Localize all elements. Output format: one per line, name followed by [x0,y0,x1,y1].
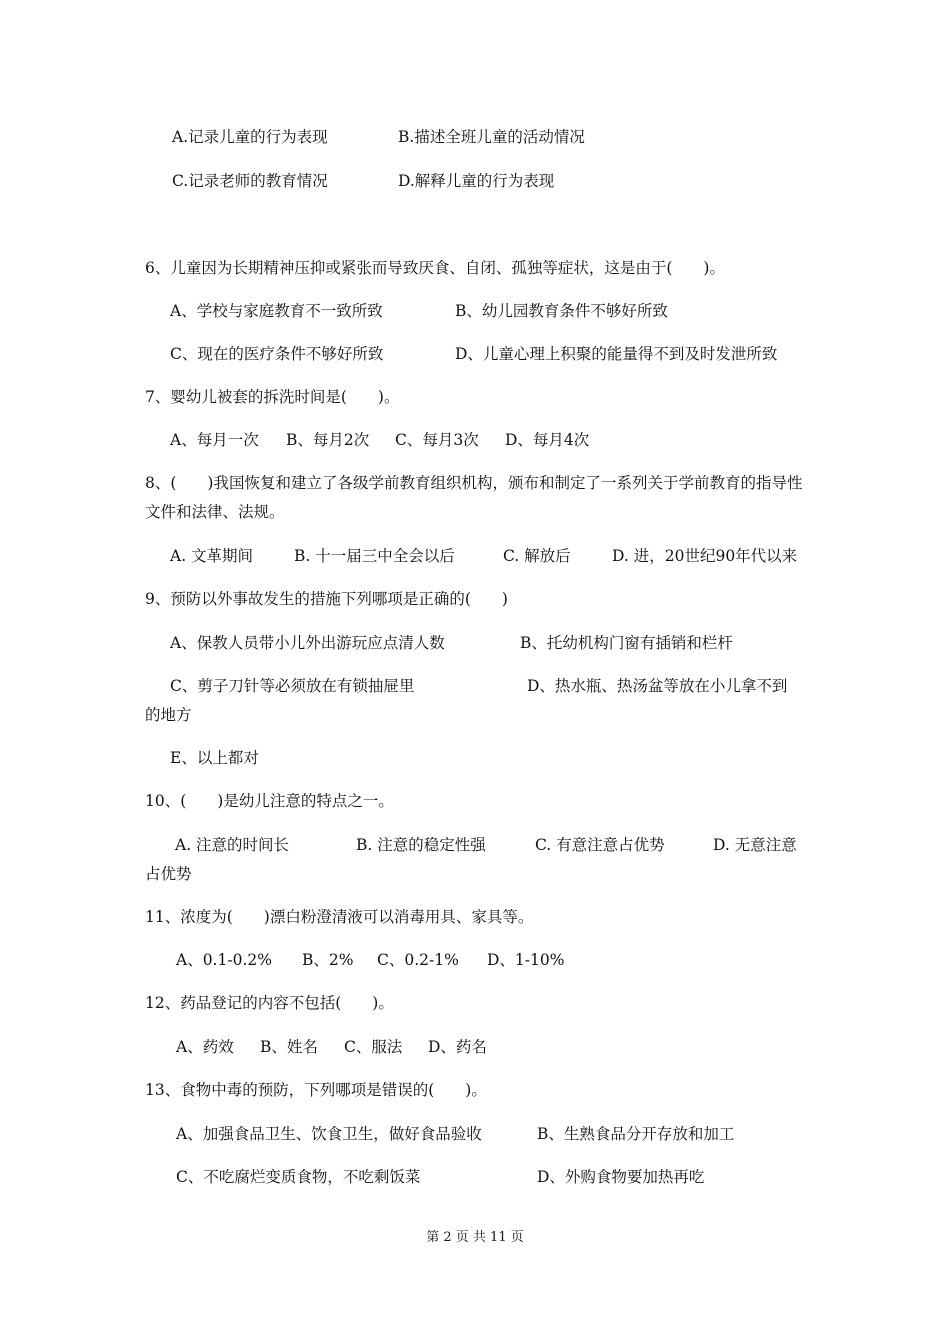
q8-option-d: D. 进，20世纪90年代以来 [612,547,798,565]
q7-option-b: B、每月2次 [286,431,370,449]
q5-option-b: B.描述全班儿童的活动情况 [398,128,585,146]
q6-option-a: A、学校与家庭教育不一致所致 [170,302,383,320]
q13-option-b: B、生熟食品分开存放和加工 [537,1125,735,1143]
q7-option-c: C、每月3次 [395,431,479,449]
q8-option-b: B. 十一届三中全会以后 [294,547,455,565]
q5-option-d: D.解释儿童的行为表现 [398,172,555,190]
q9-option-d-line2: 的地方 [145,706,192,724]
q9-option-e: E、以上都对 [170,749,259,767]
q7-stem: 7、婴幼儿被套的拆洗时间是( )。 [145,388,400,406]
q9-option-a: A、保教人员带小儿外出游玩应点清人数 [170,634,445,652]
q13-option-c: C、不吃腐烂变质食物，不吃剩饭菜 [176,1168,421,1186]
q8-option-c: C. 解放后 [503,547,571,565]
q9-option-b: B、托幼机构门窗有插销和栏杆 [520,634,733,652]
q10-stem: 10、( )是幼儿注意的特点之一。 [145,792,394,810]
q12-option-a: A、药效 [176,1038,234,1056]
q11-option-a: A、0.1-0.2% [176,951,272,969]
q11-option-c: C、0.2-1% [377,951,459,969]
q6-option-c: C、现在的医疗条件不够好所致 [170,345,384,363]
q10-option-a: A. 注意的时间长 [175,836,290,854]
q7-option-a: A、每月一次 [170,431,259,449]
q9-option-c: C、剪子刀针等必须放在有锁抽屉里 [170,677,415,695]
q10-option-c: C. 有意注意占优势 [535,836,665,854]
page-number: 第 2 页 共 11 页 [426,1230,524,1245]
q5-option-a: A.记录儿童的行为表现 [172,128,328,146]
q10-option-b: B. 注意的稳定性强 [356,836,486,854]
q11-stem: 11、浓度为( )漂白粉澄清液可以消毒用具、家具等。 [145,908,534,926]
q13-option-a: A、加强食品卫生、饮食卫生，做好食品验收 [176,1125,482,1143]
q10-option-d-line2: 占优势 [145,865,192,883]
q9-option-d-line1: D、热水瓶、热汤盆等放在小儿拿不到 [527,677,788,695]
q12-stem: 12、药品登记的内容不包括( )。 [145,994,394,1012]
q7-option-d: D、每月4次 [505,431,590,449]
q6-option-d: D、儿童心理上积聚的能量得不到及时发泄所致 [455,345,778,363]
q13-stem: 13、食物中毒的预防，下列哪项是错误的( )。 [145,1081,487,1099]
q11-option-b: B、2% [302,951,354,969]
q5-option-c: C.记录老师的教育情况 [172,172,328,190]
q9-stem: 9、预防以外事故发生的措施下列哪项是正确的( ) [145,590,508,608]
q12-option-b: B、姓名 [260,1038,318,1056]
q6-option-b: B、幼儿园教育条件不够好所致 [455,302,668,320]
q11-option-d: D、1-10% [487,951,565,969]
q13-option-d: D、外购食物要加热再吃 [537,1168,705,1186]
q12-option-d: D、药名 [428,1038,487,1056]
q6-stem: 6、儿童因为长期精神压抑或紧张而导致厌食、自闭、孤独等症状，这是由于( )。 [145,259,725,277]
q10-option-d-line1: D. 无意注意 [713,836,797,854]
q8-option-a: A. 文革期间 [170,547,254,565]
q8-stem: 8、( )我国恢复和建立了各级学前教育组织机构，颁布和制定了一系列关于学前教育的指导性文件和法律、法规。 [145,474,803,521]
q12-option-c: C、服法 [344,1038,403,1056]
